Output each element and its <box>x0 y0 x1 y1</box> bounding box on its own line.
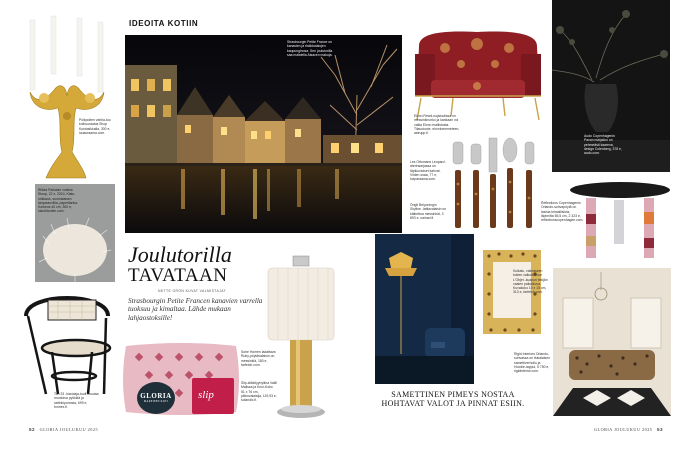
footer-left <box>26 427 98 432</box>
armchair-caption: Elvon Rewd-nojatuolissa on messinkirunko ja kankaan voi valita Elvon mallistosta. Tilaustuote, elvonhemmeteen, astrupp.fi. <box>414 114 460 136</box>
bottom-headline: SAMETTINEN PIMEYS NOSTAA HOHTAVAT VALOT JA PINNAT ESIIN. <box>381 390 525 408</box>
fur-caption: Riikka Palkolan voistos Stoop, 22 x, 2024, Kiatu-orikkaus, suomalaisen lampaanvillla, paperilanka. Korkeus 40 cm, 300 e, lukuihtoriste.com. <box>38 188 78 214</box>
sofa-room-photo <box>553 268 671 416</box>
page-number-right: 53 <box>656 427 664 432</box>
footer-right-text: GLORIA JOULUKUU 2025 <box>594 427 653 432</box>
candelabra-caption: Polkpolten vahtia-tuo kolhuoraasia Shop Kuntasikkalla, 300 e, luuaoraama.com. <box>79 118 111 135</box>
lamp-caption: Sohe Homen ladattava Ruby-pöytävalaisin on messinkiä, 180 e, farfetch.com. <box>241 350 276 367</box>
strasbourg-caption: Strasbourgin Petite France on kanavien ja ristikkotalojen kaupunginosa. Sen joulutorilla saa maistella Alsacen makuja. <box>287 40 333 57</box>
gloria-brand-name: GLORIA <box>140 392 172 400</box>
chair-caption: Ton 33 -kiaroiaja-tuoli muutaa muotoisa pyökkiä ja rattinkipunosta, 699 e, formex.fi. <box>54 392 99 409</box>
headline-line-2: TAVATAAN <box>128 265 228 286</box>
cutlery-caption-2: Örigit Belyoningin Skyline -lattiavalaisin on kätkettua messinkiä, 3 893 e, nainari.fi. <box>410 203 447 220</box>
cutlery-caption: Les Ottomans Leopard -aterinsarjassa on täpikuvioiset kahvat. Viiden osaa, 77 e, luxparaama.com. <box>410 160 447 182</box>
frame-caption: Kuikalu, valmaseen tuleen vaikuttavuun L'Objet -kuapun tekijän vaalen paikaikova. Kuvakoko 10 x 15 cm, 313 e, farfetch.com. <box>513 269 548 295</box>
vase-caption: Audo Copenhagenin Pavan maljakko on pehmeästi kaareva, design Colenberg, 378 e, audo.com. <box>584 134 622 156</box>
footer-right <box>594 427 666 432</box>
gloria-brand-badge <box>137 382 175 414</box>
slip-brand-name: slip <box>198 389 214 401</box>
cutlery-photo <box>445 134 540 232</box>
armchair-photo <box>405 24 550 124</box>
velvet-room-photo <box>375 234 474 384</box>
sofa-caption: Rigid Interiors Orlando-sohvassa on tiukalaisen samettiverhoilu ja Hoodie-tappui, 5 750 e, rigidinterior.com. <box>514 352 551 374</box>
byline: NETTE GRÖN KUVAT VALMISTAJAT <box>158 289 227 293</box>
table-caption: Reflections Copenhagenin Orlando-sohvapöytä on lasisia kristallisiivia, läpimitta 55,5 cm, 2 323 e, reflectionscopenhagen.com. <box>541 201 584 223</box>
footer-left-text: GLORIA JOULUKUU 2025 <box>39 427 99 432</box>
candelabra-photo <box>26 12 108 182</box>
headline-line-1: Joulutorilla <box>128 242 232 267</box>
lede-text: Strasbourgin Petite Francen kanavien varrella tuoksuu ja kimaltaa. Lähde mukaan lahjaostoksille! <box>128 297 263 322</box>
gloria-brand-sub: MAKEISEN KOTI <box>143 400 169 403</box>
section-title: IDEOITA KOTIIN <box>129 19 199 28</box>
slip-caption: Slip-silkkityynyliina Valili Malissa ja Knoi-Koko 51 x 76 cm, pikkuvalaisija, 119,93 e, solandic.fi. <box>241 381 277 403</box>
chair-photo <box>18 282 118 400</box>
page-number-left: 52 <box>29 427 36 432</box>
strasbourg-photo <box>125 35 402 233</box>
